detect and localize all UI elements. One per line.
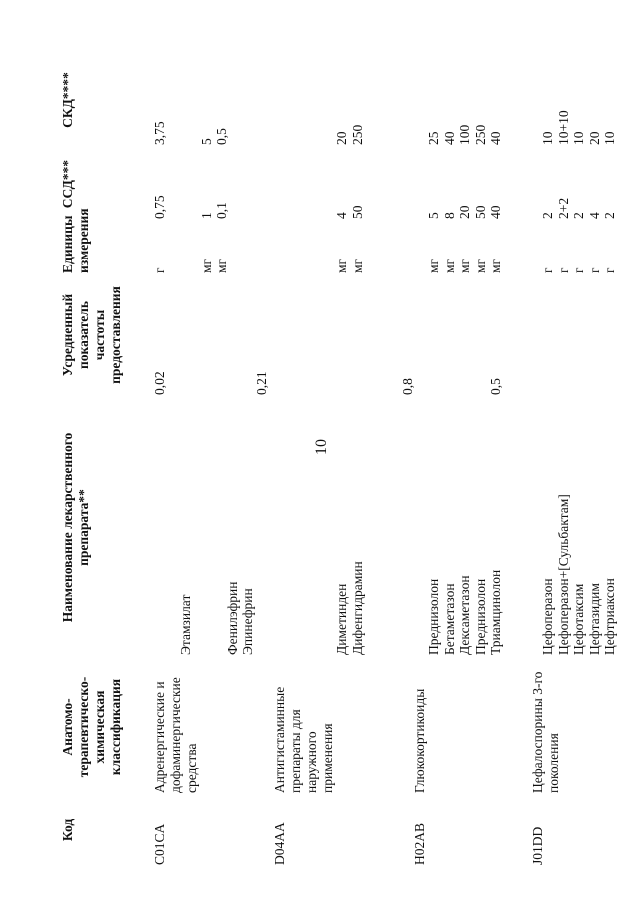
- drug-skd: 3,75: [152, 121, 167, 145]
- drug-name: Этамзилат: [178, 594, 193, 655]
- row-classification: Глюкокортикоиды: [412, 688, 427, 793]
- drug-skd: 0,5: [214, 128, 229, 145]
- drug-unit: г: [152, 267, 167, 273]
- drug-unit: г: [555, 267, 571, 273]
- drug-unit: мг: [426, 258, 441, 273]
- drug-unit: мг: [198, 258, 214, 273]
- drug-skd: 20: [334, 131, 349, 145]
- drug-unit: мг: [334, 258, 349, 273]
- drug-ssd: 8: [441, 212, 457, 219]
- row-frequency: 0,21: [254, 371, 269, 395]
- drug-unit: мг: [349, 258, 365, 273]
- drug-ssd: 0,75: [152, 195, 167, 219]
- drug-unit: г: [586, 267, 602, 273]
- drug-ssd: 40: [488, 205, 503, 219]
- header-unit: Единицы измерения: [60, 208, 91, 273]
- drug-ssd: 0,1: [214, 202, 229, 219]
- drug-name: Цефотаксим: [571, 583, 586, 655]
- drug-table: [60, 35, 620, 865]
- drug-skd: 40: [488, 131, 503, 145]
- drug-ssd: 5: [426, 212, 441, 219]
- header-code: Код: [60, 818, 75, 842]
- drug-skd: 10: [540, 131, 555, 145]
- row-frequency: 0,02: [152, 371, 167, 395]
- drug-unit: мг: [472, 258, 488, 273]
- table-header: [60, 35, 150, 865]
- drug-ssd: 4: [586, 212, 602, 219]
- header-classification: Анатомо-терапевтическо-химическая классификация: [60, 676, 123, 778]
- drug-ssd: 2: [571, 212, 586, 219]
- drug-skd: 10+10: [555, 110, 571, 145]
- drug-name: Эпинефрин: [240, 588, 255, 655]
- table-row: [254, 35, 382, 865]
- drug-name: Дексаметазон: [457, 575, 472, 655]
- drug-skd: 250: [349, 124, 365, 145]
- drug-skd: 10: [571, 131, 586, 145]
- drug-name: Преднизолон: [472, 578, 488, 655]
- drug-skd: 25: [426, 131, 441, 145]
- header-drug-name: Наименование лекарственного препарата**: [60, 432, 91, 623]
- drug-ssd: 2: [540, 212, 555, 219]
- drug-name: Диметинден: [334, 583, 349, 655]
- drug-name: Цефоперазон: [540, 578, 555, 655]
- drug-unit: г: [602, 267, 617, 273]
- drug-skd: 10: [602, 131, 617, 145]
- drug-skd: 100: [457, 124, 472, 145]
- row-frequency: 0,5: [488, 378, 503, 395]
- drug-skd: 250: [472, 124, 488, 145]
- row-frequency: 0,8: [400, 378, 415, 395]
- row-code: D04AA: [272, 822, 287, 865]
- drug-name: Дифенгидрамин: [349, 561, 365, 655]
- row-code: H02AB: [412, 822, 427, 865]
- drug-skd: 20: [586, 131, 602, 145]
- page-number: 10: [313, 439, 330, 455]
- drug-unit: мг: [441, 258, 457, 273]
- drug-name: Фенилэфрин: [224, 581, 240, 655]
- row-code: J01DD: [530, 826, 545, 865]
- row-classification: Антигистаминные препараты для наружного применения: [272, 686, 335, 793]
- drug-ssd: 1: [198, 212, 214, 219]
- header-frequency: Усредненный показатель частоты предоставления: [60, 286, 123, 384]
- drug-ssd: 2+2: [555, 197, 571, 219]
- drug-unit: г: [540, 267, 555, 273]
- table-row: [400, 35, 512, 865]
- drug-name: Триамцинолон: [488, 569, 503, 655]
- drug-skd: 5: [198, 138, 214, 145]
- drug-ssd: 50: [472, 205, 488, 219]
- drug-unit: мг: [214, 258, 229, 273]
- drug-unit: мг: [488, 258, 503, 273]
- drug-unit: мг: [457, 258, 472, 273]
- drug-name: Бетаметазон: [441, 583, 457, 655]
- drug-ssd: 20: [457, 205, 472, 219]
- drug-ssd: 50: [349, 205, 365, 219]
- drug-unit: г: [571, 267, 586, 273]
- drug-name: Цефоперазон+[Сульбактам]: [555, 494, 571, 655]
- drug-name: Преднизолон: [426, 578, 441, 655]
- header-ssd: ССД***: [60, 159, 75, 209]
- header-skd: СКД****: [60, 72, 75, 128]
- row-classification: Цефалоспорины 3-го поколения: [530, 671, 561, 793]
- row-classification: Адренергические и дофаминергические средства: [152, 677, 199, 793]
- drug-ssd: 2: [602, 212, 617, 219]
- drug-skd: 40: [441, 131, 457, 145]
- table-row: [152, 35, 262, 865]
- drug-name: Цефтриаксон: [602, 578, 617, 655]
- drug-name: Цефтазидим: [586, 583, 602, 655]
- row-code: C01CA: [152, 823, 167, 865]
- drug-ssd: 4: [334, 212, 349, 219]
